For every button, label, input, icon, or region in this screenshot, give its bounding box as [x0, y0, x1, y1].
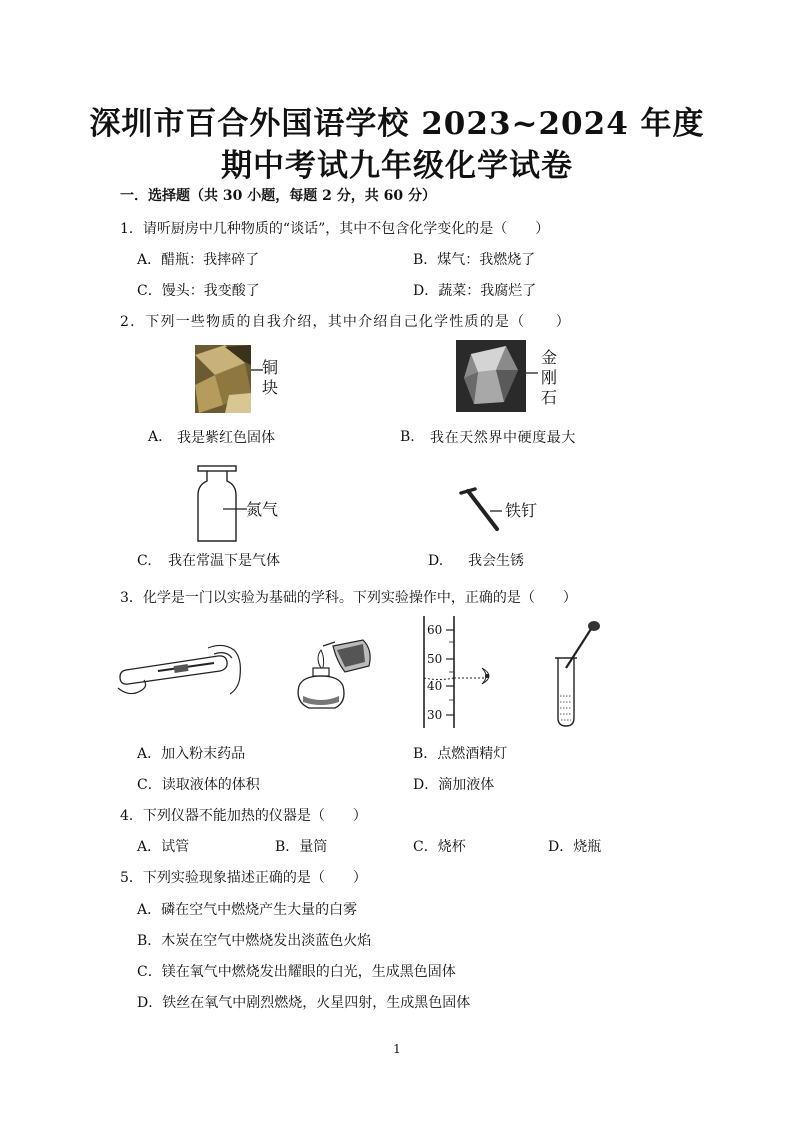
copper-label: 铜块: [262, 358, 279, 397]
powder-test-tube-image: [118, 640, 244, 700]
q4-option-c: C．烧杯: [413, 839, 466, 855]
gas-bottle-image: [192, 465, 242, 545]
q1-option-c: C．馒头：我变酸了: [137, 283, 260, 299]
copper-block-image: [195, 345, 251, 413]
nitrogen-label: 氮气: [246, 500, 279, 519]
cylinder-tick-30: 30: [427, 708, 443, 722]
q3-option-d: D．滴加液体: [413, 777, 495, 793]
section-heading: 一．选择题（共 30 小题，每题 2 分，共 60 分）: [120, 188, 436, 204]
q1-option-b: B．煤气：我燃烧了: [413, 252, 536, 268]
nail-label: 铁钉: [505, 501, 538, 520]
q4-option-a: A．试管: [137, 839, 190, 855]
q4-option-d: D．烧瓶: [548, 839, 602, 855]
question-1-stem: 1．请听厨房中几种物质的“谈话”，其中不包含化学变化的是（ ）: [120, 221, 550, 237]
q2-caption-c: 我在常温下是气体: [168, 553, 280, 569]
q2-caption-b: 我在天然界中硬度最大: [430, 430, 576, 446]
nail-pointer-line: [490, 509, 504, 513]
diamond-label: 金刚石: [541, 348, 558, 407]
q2-option-c: C.: [137, 553, 152, 569]
question-4-stem: 4．下列仪器不能加热的仪器是（ ）: [120, 808, 367, 824]
question-3-stem: 3．化学是一门以实验为基础的学科。下列实验操作中，正确的是（ ）: [120, 590, 577, 606]
q3-option-b: B．点燃酒精灯: [413, 746, 508, 762]
dropper-test-tube-image: [554, 618, 604, 728]
q2-option-d: D.: [428, 553, 444, 569]
q3-option-a: A．加入粉末药品: [137, 746, 246, 762]
q2-caption-a: 我是紫红色固体: [177, 430, 275, 446]
cylinder-tick-40: 40: [427, 679, 443, 693]
q2-option-b: B.: [400, 429, 415, 445]
q1-option-a: A．醋瓶：我摔碎了: [137, 252, 260, 268]
q5-option-a: A．磷在空气中燃烧产生大量的白雾: [137, 902, 358, 918]
question-5-stem: 5．下列实验现象描述正确的是（ ）: [120, 870, 367, 886]
q2-caption-d: 我会生锈: [468, 553, 524, 569]
q3-option-c: C．读取液体的体积: [137, 777, 260, 793]
q1-option-d: D．蔬菜：我腐烂了: [413, 283, 537, 299]
alcohol-lamp-image: [293, 636, 375, 712]
q5-option-c: C．镁在氧气中燃烧发出耀眼的白光，生成黑色固体: [137, 964, 456, 980]
question-2-stem: 2．下列一些物质的自我介绍，其中介绍自己化学性质的是（ ）: [120, 314, 571, 330]
diamond-pointer-line: [526, 371, 540, 375]
q5-option-b: B．木炭在空气中燃烧发出淡蓝色火焰: [137, 933, 372, 949]
title-line-1: 深圳市百合外国语学校 2023~2024 年度: [89, 106, 705, 142]
diamond-image: [456, 340, 526, 412]
title-line-2: 期中考试九年级化学试卷: [221, 148, 573, 184]
q4-option-b: B．量筒: [275, 839, 328, 855]
q2-option-a: A.: [148, 429, 163, 445]
cylinder-tick-50: 50: [427, 652, 443, 666]
q5-option-d: D．铁丝在氧气中剧烈燃烧，火星四射，生成黑色固体: [137, 995, 471, 1011]
page-number: 1: [393, 1042, 401, 1056]
cylinder-tick-60: 60: [427, 623, 443, 637]
